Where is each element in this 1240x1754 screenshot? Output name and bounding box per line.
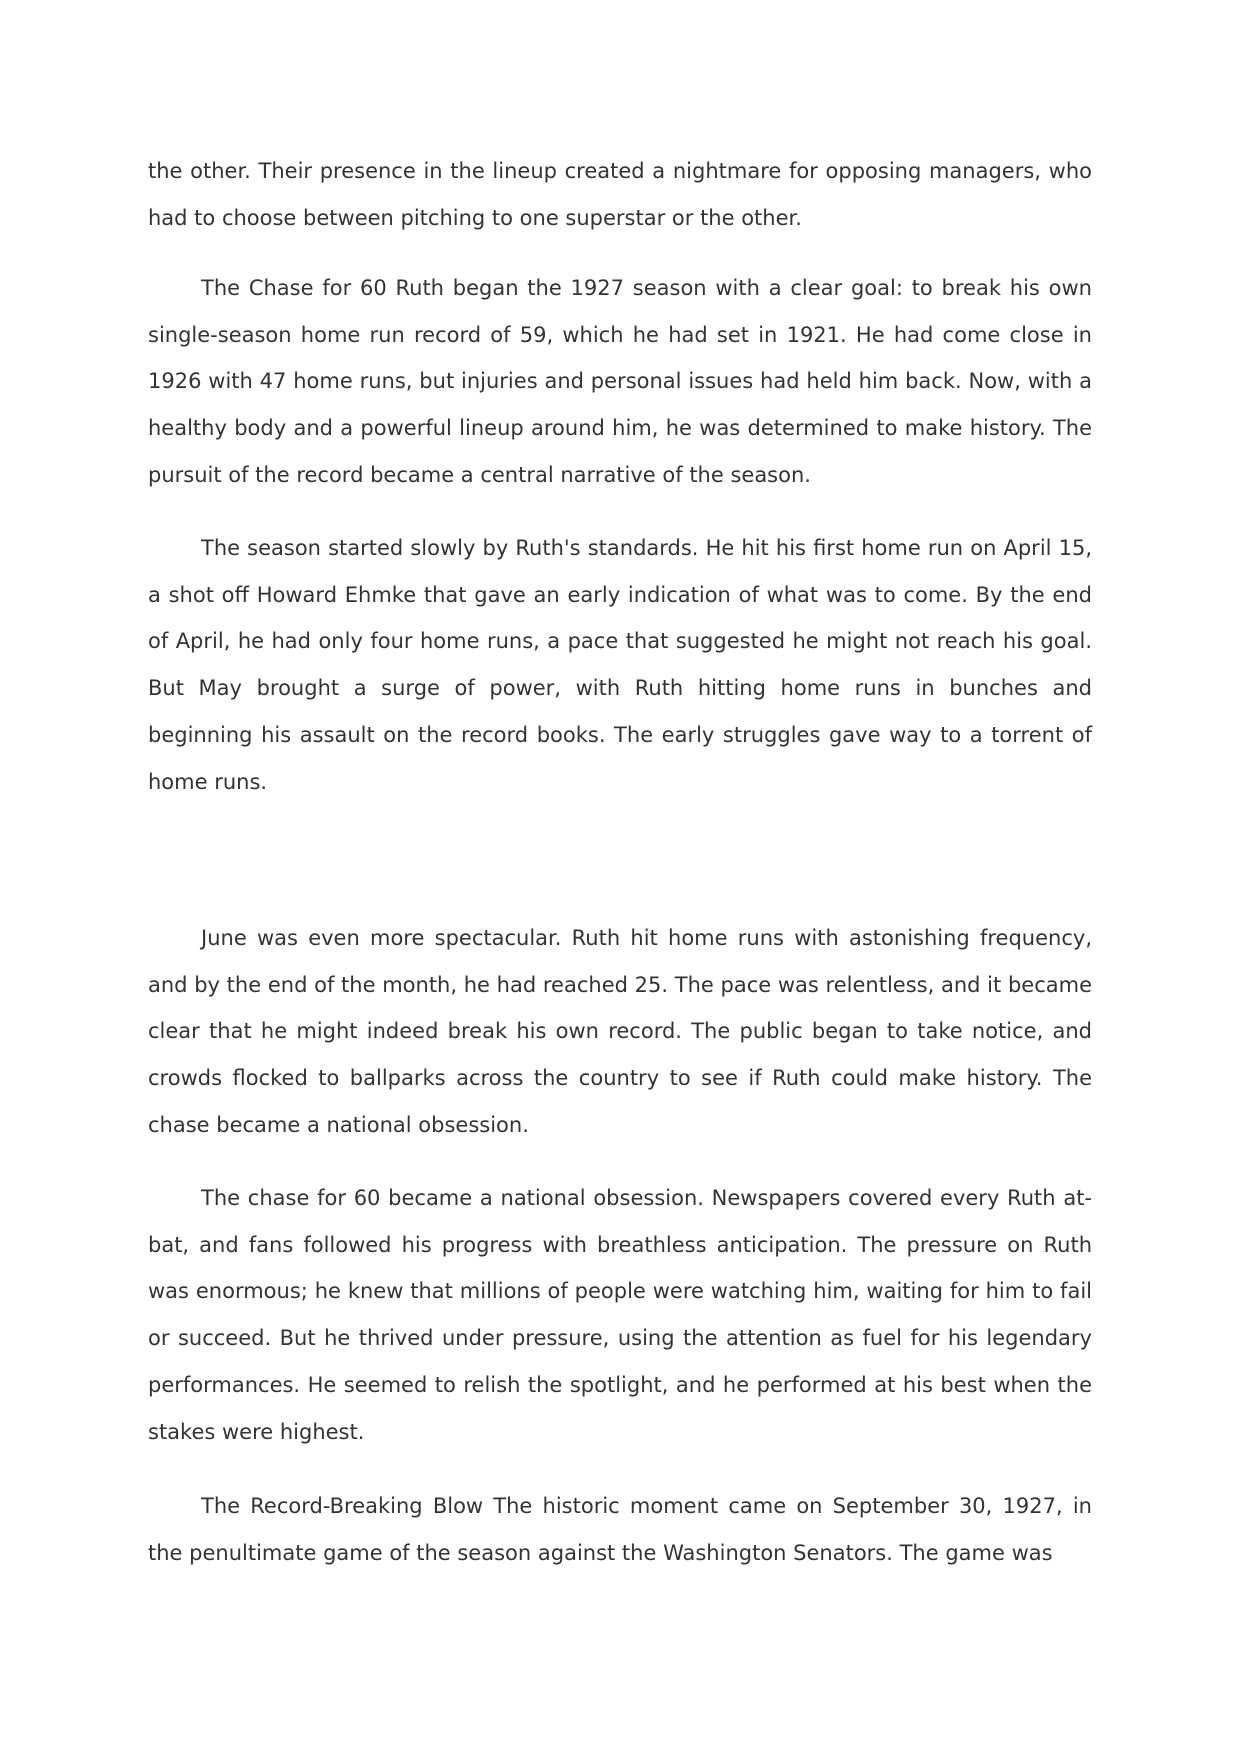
paragraph-text: The Chase for 60 Ruth began the 1927 season with a clear goal: to break his own single-season home run record of 59, which he had set in 1921. He had come close in 1926 with 47 home runs, but injuries and personal issues had held him back. Now, with a healthy body and a powerful lineup around him, he was determined to make history. The pursuit of the record became a central narrative of the season. [148, 276, 1092, 487]
paragraph-national-obsession [148, 1175, 1092, 1455]
paragraph-june [148, 915, 1092, 1149]
paragraph-season-start [148, 525, 1092, 805]
paragraph-text: the other. Their presence in the lineup created a nightmare for opposing managers, who had to choose between pitching to one superstar or the other. [148, 159, 1092, 230]
paragraph-text: The chase for 60 became a national obsession. Newspapers covered every Ruth at-bat, and fans followed his progress with breathless anticipation. The pressure on Ruth was enormous; he knew that millions of people were watching him, waiting for him to fail or succeed. But he thrived under pressure, using the attention as fuel for his legendary performances. He seemed to relish the spotlight, and he performed at his best when the stakes were highest. [148, 1186, 1092, 1444]
paragraph-text: The Record-Breaking Blow The historic moment came on September 30, 1927, in the penultimate game of the season against the Washington Senators. The game was [148, 1494, 1092, 1565]
paragraph-text: June was even more spectacular. Ruth hit home runs with astonishing frequency, and by the end of the month, he had reached 25. The pace was relentless, and it became clear that he might indeed break his own record. The public began to take notice, and crowds flocked to ballparks across the country to see if Ruth could make history. The chase became a national obsession. [148, 926, 1092, 1137]
paragraph-text: The season started slowly by Ruth's standards. He hit his first home run on April 15, a shot off Howard Ehmke that gave an early indication of what was to come. By the end of April, he had only four home runs, a pace that suggested he might not reach his goal. But May brought a surge of power, with Ruth hitting home runs in bunches and beginning his assault on the record books. The early struggles gave way to a torrent of home runs. [148, 536, 1092, 794]
paragraph-record-breaking-blow [148, 1483, 1092, 1576]
paragraph-chase-for-60 [148, 265, 1092, 499]
paragraph-continuation [148, 148, 1092, 241]
